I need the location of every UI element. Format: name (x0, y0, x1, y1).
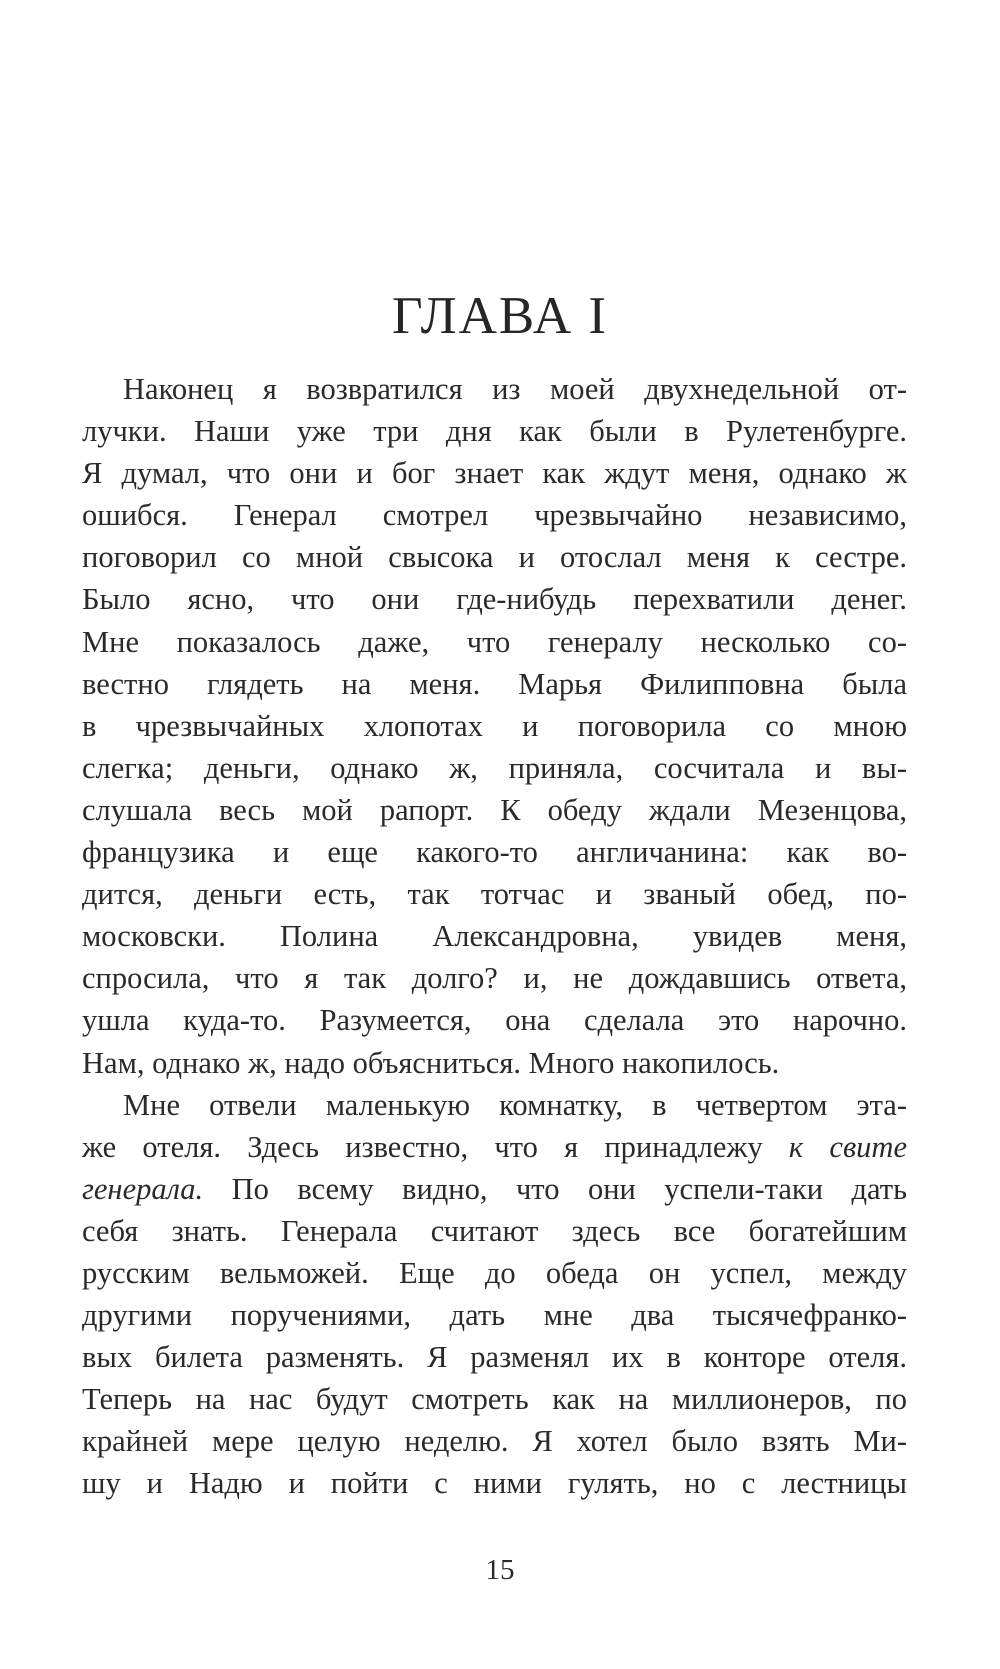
text-line-mixed (82, 1168, 907, 1210)
text-line: Нам, однако ж, надо объясниться. Много накопилось. (82, 1045, 780, 1080)
text-line: Было ясно, что они где-нибудь перехватили денег. (82, 582, 907, 617)
text-line: вестно глядеть на меня. Марья Филипповна была (82, 666, 907, 701)
chapter-text (82, 368, 907, 1505)
page-number: 15 (485, 1554, 515, 1586)
text-line: вых билета разменять. Я разменял их в конторе отеля. (82, 1340, 907, 1375)
chapter-title: ГЛАВА I (391, 287, 609, 345)
text-segment: По всему видно, что они успели-таки дать (203, 1171, 907, 1206)
text-segment: же отеля. Здесь известно, что я принадлежу (82, 1129, 789, 1164)
text-line: Мне показалось даже, что генералу несколько со- (82, 624, 907, 659)
text-line: Мне отвели маленькую комнатку, в четвертом эта- (123, 1087, 907, 1122)
text-line-mixed (82, 1126, 907, 1168)
text-line: поговорил со мной свысока и отослал меня к сестре. (82, 540, 907, 575)
text-line: ошибся. Генерал смотрел чрезвычайно независимо, (82, 498, 907, 533)
text-line: Наконец я возвратился из моей двухнедельной от- (123, 372, 907, 406)
text-line: ушла куда-то. Разумеется, она сделала это нарочно. (82, 1003, 907, 1038)
text-line: себя знать. Генерала считают здесь все богатейшим (82, 1213, 907, 1248)
text-line: французика и еще какого-то англичанина: как во- (82, 835, 907, 870)
text-line: Я думал, что они и бог знает как ждут меня, однако ж (82, 456, 907, 491)
text-line: русским вельможей. Еще до обеда он успел, между (82, 1255, 907, 1290)
text-line: шу и Надю и пойти с ними гулять, но с лестницы (82, 1466, 907, 1501)
italic-text-segment: генерала. (82, 1171, 204, 1206)
text-line: в чрезвычайных хлопотах и поговорила со мною (82, 708, 907, 743)
text-line: слегка; деньги, однако ж, приняла, сосчитала и вы- (82, 750, 907, 785)
text-line: спросила, что я так долго? и, не дождавшись ответа, (82, 961, 907, 996)
text-line: московски. Полина Александровна, увидев меня, (82, 919, 907, 954)
text-line: другими поручениями, дать мне два тысячефранко- (82, 1298, 907, 1333)
italic-text-segment: к свите (788, 1129, 907, 1164)
text-line: Теперь на нас будут смотреть как на миллионеров, по (82, 1382, 907, 1417)
text-line: дится, деньги есть, так тотчас и званый обед, по- (82, 877, 907, 912)
text-line: крайней мере целую неделю. Я хотел было взять Ми- (82, 1424, 907, 1459)
text-line: слушала весь мой рапорт. К обеду ждали Мезенцова, (82, 792, 907, 827)
text-line: лучки. Наши уже три дня как были в Рулетенбурге. (82, 414, 907, 449)
